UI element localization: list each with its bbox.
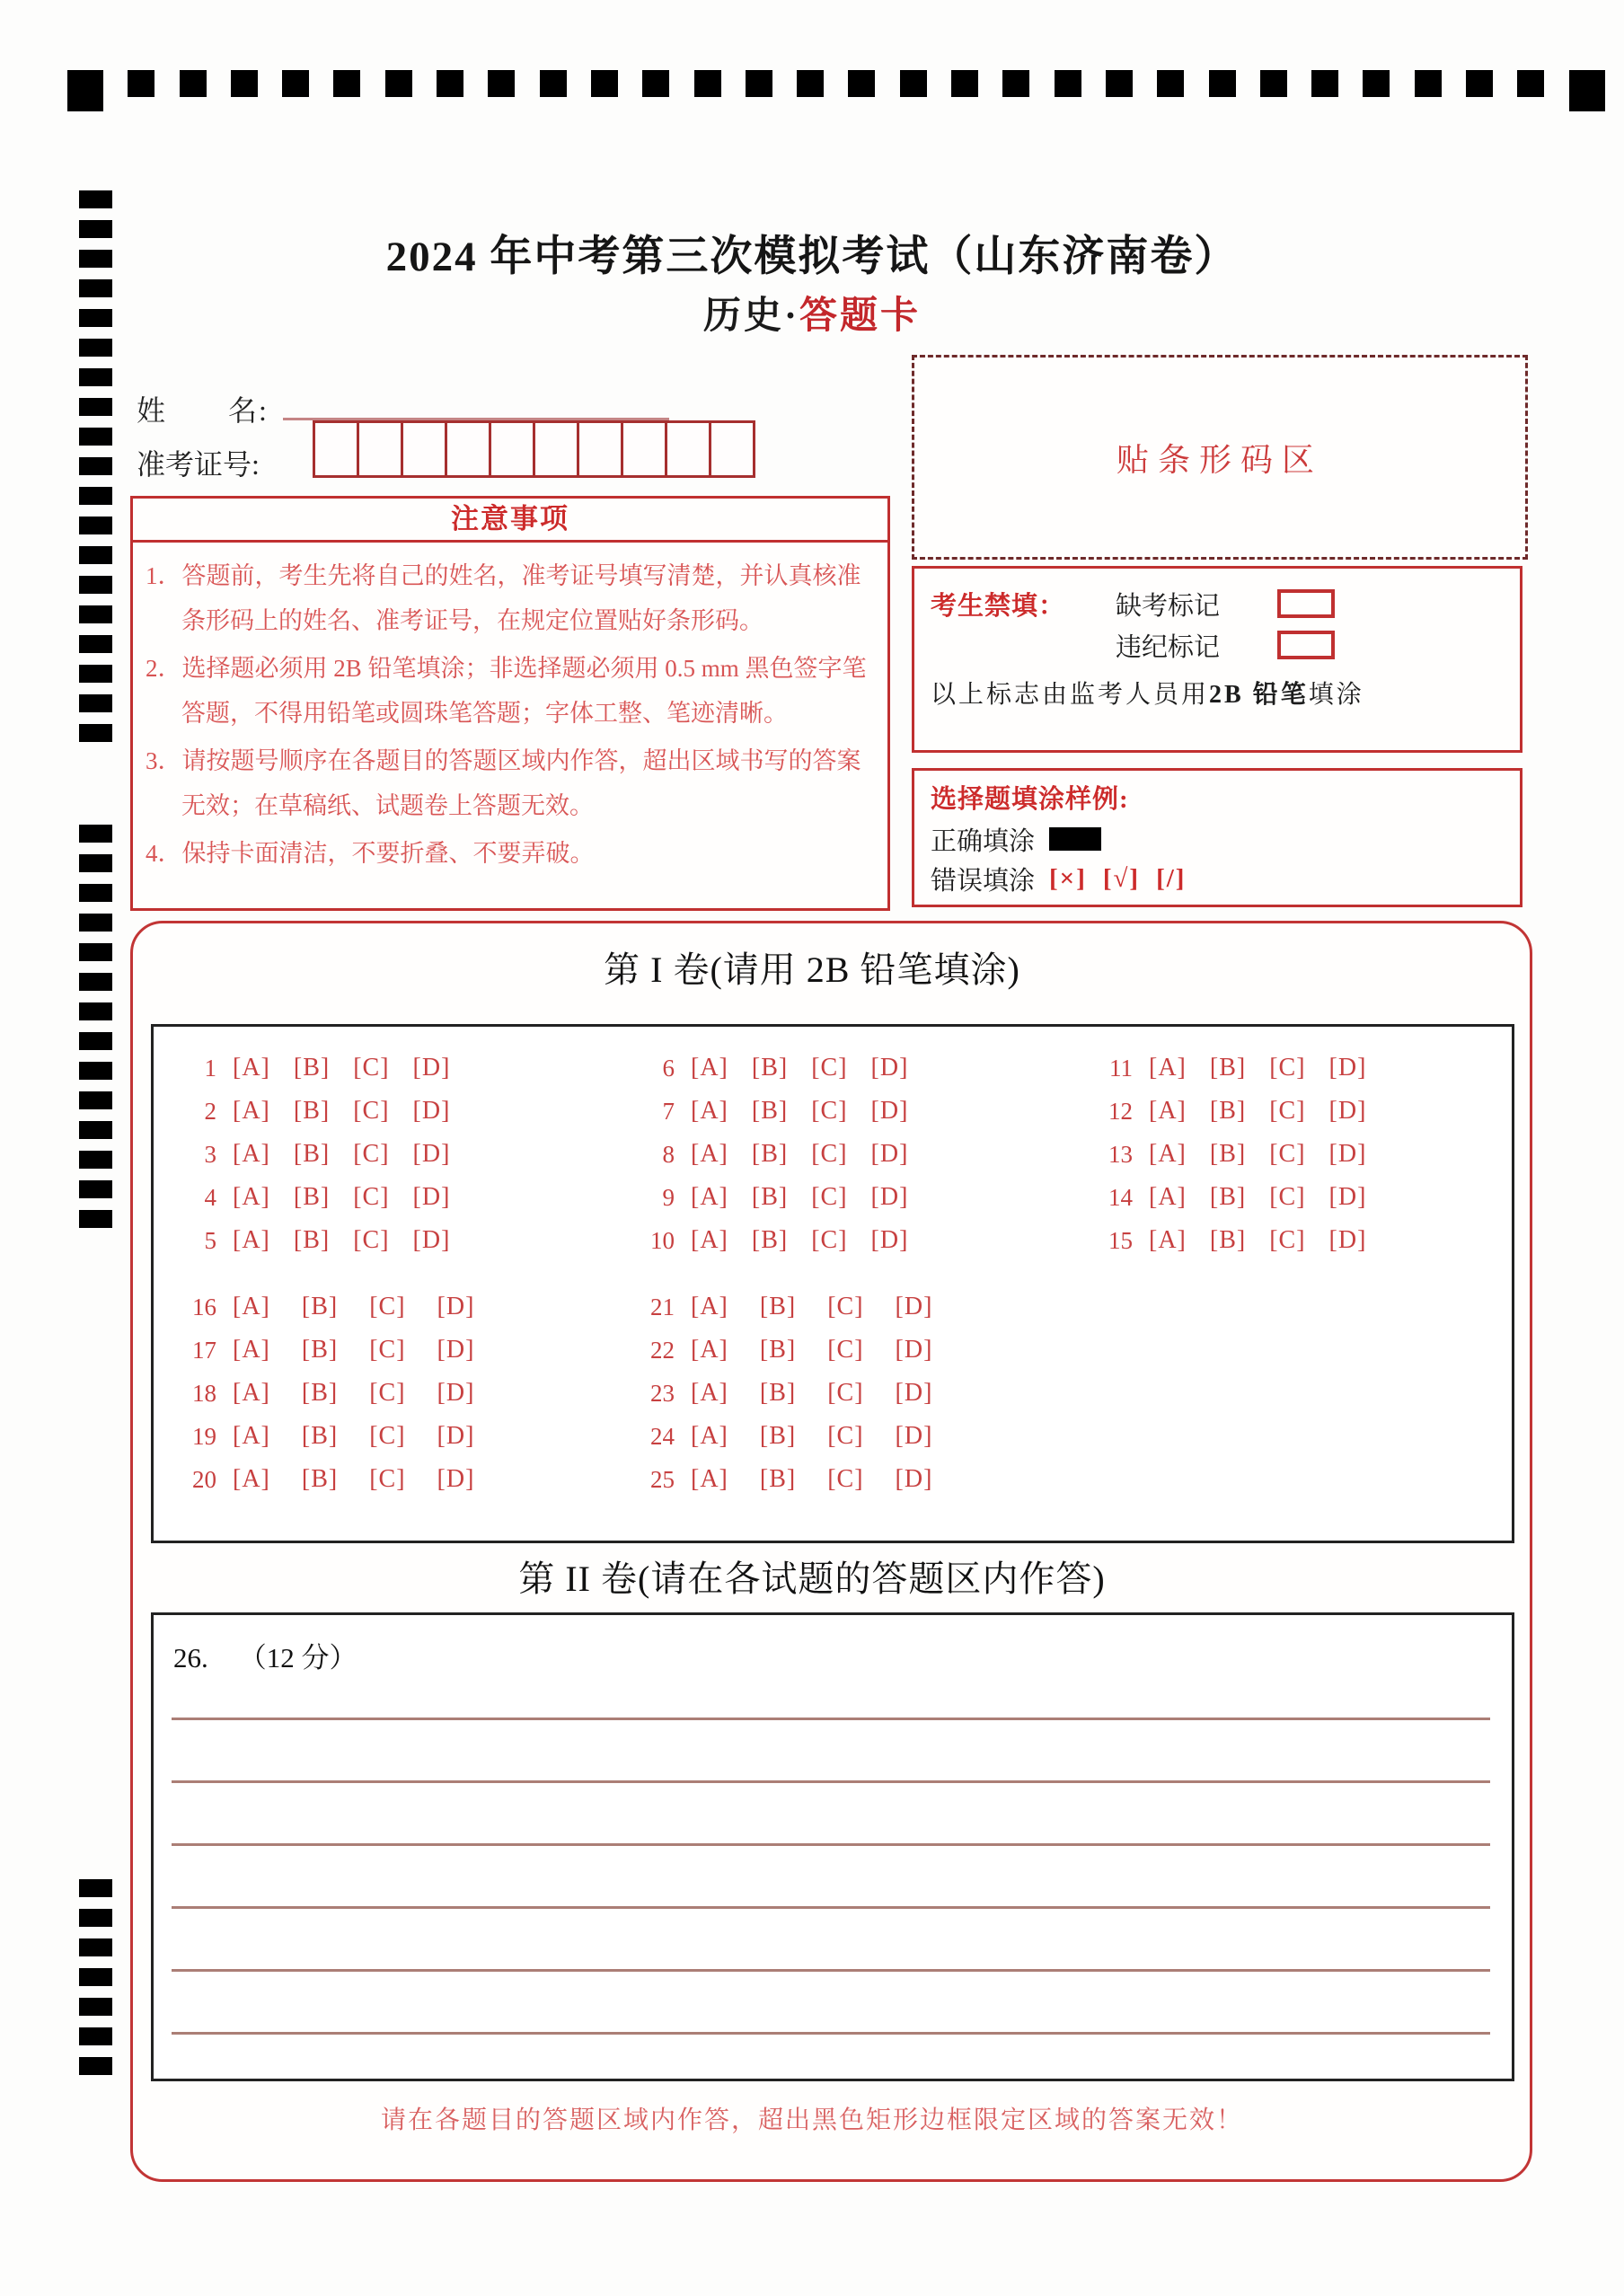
examinee-forbidden-box	[912, 566, 1522, 753]
timing-mark	[79, 398, 112, 416]
answer-row	[1090, 1219, 1512, 1262]
option-bubble-b[interactable]: [B]	[1209, 1097, 1247, 1125]
option-bubble-d[interactable]: [D]	[895, 1379, 933, 1407]
question-number: 2	[204, 1097, 216, 1125]
answer-row	[1090, 1176, 1512, 1219]
option-bubble-b[interactable]: [B]	[293, 1140, 331, 1168]
exam-id-cell[interactable]	[533, 420, 579, 478]
timing-mark	[797, 70, 824, 97]
option-bubble-c[interactable]: [C]	[811, 1226, 848, 1254]
option-bubble-b[interactable]: [B]	[1209, 1054, 1247, 1082]
option-bubble-b[interactable]: [B]	[293, 1226, 331, 1254]
forbidden-title: 考生禁填：	[931, 591, 1066, 621]
timing-mark	[1569, 70, 1605, 111]
timing-mark	[79, 635, 112, 653]
option-bubble-c[interactable]: [C]	[1269, 1054, 1306, 1082]
timing-mark	[1466, 70, 1493, 97]
option-bubble-b[interactable]: [B]	[301, 1293, 339, 1320]
answer-row	[631, 1285, 1054, 1329]
timing-mark	[79, 190, 112, 208]
exam-id-cell[interactable]	[665, 420, 711, 478]
question-number: 17	[192, 1336, 216, 1364]
subject-title	[0, 286, 1624, 340]
answer-row	[173, 1219, 596, 1262]
option-bubble-a[interactable]: [A]	[691, 1183, 728, 1211]
option-bubble-b[interactable]: [B]	[301, 1336, 339, 1364]
option-bubble-b[interactable]: [B]	[759, 1465, 797, 1493]
option-bubble-c[interactable]: [C]	[353, 1054, 390, 1082]
question-number: 12	[1108, 1097, 1133, 1125]
option-bubble-a[interactable]: [A]	[233, 1336, 270, 1364]
option-bubble-b[interactable]: [B]	[293, 1183, 331, 1211]
answer-line[interactable]	[172, 1972, 1490, 2035]
option-bubble-a[interactable]: [A]	[691, 1140, 728, 1168]
option-bubble-d[interactable]: [D]	[895, 1422, 933, 1450]
answer-row	[631, 1415, 1054, 1458]
timing-mark	[79, 1121, 112, 1139]
timing-mark	[282, 70, 309, 97]
timing-mark	[180, 70, 207, 97]
answer-row	[173, 1415, 596, 1458]
option-bubble-a[interactable]: [A]	[233, 1226, 270, 1254]
timing-mark	[79, 576, 112, 594]
timing-mark	[79, 368, 112, 386]
timing-mark	[79, 1032, 112, 1050]
section2-title: 第 II 卷(请在各试题的答题区内作答)	[518, 1559, 1106, 1599]
forbidden-note	[931, 675, 1520, 711]
left-timing-marks-group-2	[79, 825, 112, 1228]
timing-mark	[79, 884, 112, 902]
question-number: 14	[1108, 1183, 1133, 1211]
option-bubble-b[interactable]: [B]	[1209, 1183, 1247, 1211]
answer-row	[173, 1090, 596, 1133]
answer-row	[173, 1329, 596, 1372]
violation-mark-box[interactable]	[1277, 631, 1335, 659]
choice-column	[631, 1285, 1054, 1501]
question-number: 3	[204, 1140, 216, 1168]
question-number: 22	[650, 1336, 675, 1364]
option-bubble-c[interactable]: [C]	[353, 1226, 390, 1254]
forbidden-note-prefix: 以上标志由监考人员用	[931, 681, 1210, 709]
option-bubble-b[interactable]: [B]	[759, 1293, 797, 1320]
option-bubble-d[interactable]: [D]	[1328, 1054, 1367, 1082]
absent-mark-box[interactable]	[1277, 589, 1335, 618]
question-number: 1	[204, 1054, 216, 1082]
timing-mark	[848, 70, 875, 97]
notice-title: 注意事项	[133, 499, 887, 543]
question-number: 6	[662, 1054, 675, 1082]
option-bubble-d[interactable]: [D]	[895, 1465, 933, 1493]
option-bubble-a[interactable]: [A]	[691, 1293, 728, 1320]
timing-mark	[437, 70, 463, 97]
timing-mark	[79, 1909, 112, 1927]
timing-mark	[231, 70, 258, 97]
timing-mark	[79, 1210, 112, 1228]
option-bubble-d[interactable]: [D]	[437, 1379, 475, 1407]
timing-mark	[642, 70, 669, 97]
timing-mark	[1415, 70, 1442, 97]
correct-fill-label: 正确填涂	[931, 826, 1036, 856]
timing-mark	[1157, 70, 1184, 97]
answer-row	[173, 1133, 596, 1176]
timing-mark	[1260, 70, 1287, 97]
option-bubble-a[interactable]: [A]	[691, 1465, 728, 1493]
option-bubble-c[interactable]: [C]	[827, 1465, 864, 1493]
timing-mark	[79, 457, 112, 475]
answer-row	[173, 1176, 596, 1219]
choice-grid	[151, 1024, 1514, 1543]
question-number: 13	[1108, 1140, 1133, 1168]
timing-mark	[128, 70, 154, 97]
timing-mark	[385, 70, 412, 97]
notice-item: 2．选择题必须用 2B 铅笔填涂；非选择题必须用 0.5 mm 黑色签字笔答题，不得用铅笔或圆珠笔答题；字体工整、笔迹清晰。	[146, 655, 867, 727]
question-number: 10	[650, 1226, 675, 1254]
question-26-score: （12 分）	[238, 1642, 357, 1673]
question-number: 4	[204, 1183, 216, 1211]
timing-mark	[540, 70, 567, 97]
timing-mark	[79, 2027, 112, 2045]
option-bubble-c[interactable]: [C]	[811, 1054, 848, 1082]
option-bubble-b[interactable]: [B]	[301, 1379, 339, 1407]
question-number: 8	[662, 1140, 675, 1168]
timing-mark	[79, 487, 112, 505]
option-bubble-d[interactable]: [D]	[1328, 1140, 1367, 1168]
answer-row	[631, 1133, 1054, 1176]
option-bubble-d[interactable]: [D]	[870, 1183, 909, 1211]
exam-id-cell[interactable]	[489, 420, 535, 478]
option-bubble-d[interactable]: [D]	[870, 1140, 909, 1168]
answer-line[interactable]	[172, 1909, 1490, 1972]
option-bubble-d[interactable]: [D]	[895, 1336, 933, 1364]
answer-row	[1090, 1046, 1512, 1090]
notice-item: 3．请按题号顺序在各题目的答题区域内作答，超出区域书写的答案无效；在草稿纸、试题卷上答题无效。	[146, 747, 861, 819]
barcode-area-label: 贴条形码区	[1116, 441, 1323, 478]
left-timing-marks-group-3	[79, 1879, 112, 2075]
timing-mark	[79, 1998, 112, 2016]
forbidden-note-bold: 2B 铅笔	[1209, 681, 1309, 709]
answer-row	[631, 1046, 1054, 1090]
option-bubble-a[interactable]: [A]	[1149, 1097, 1187, 1125]
option-bubble-a[interactable]: [A]	[233, 1422, 270, 1450]
name-label: 姓 名:	[137, 394, 269, 427]
exam-id-cell[interactable]	[709, 420, 755, 478]
option-bubble-d[interactable]: [D]	[412, 1226, 451, 1254]
exam-id-cell[interactable]	[445, 420, 491, 478]
option-bubble-c[interactable]: [C]	[1269, 1140, 1306, 1168]
violation-mark-label: 违纪标记	[1116, 632, 1221, 662]
option-bubble-a[interactable]: [A]	[691, 1422, 728, 1450]
option-bubble-c[interactable]: [C]	[811, 1097, 848, 1125]
sample-title: 选择题填涂样例:	[931, 785, 1129, 814]
answer-line[interactable]	[172, 1846, 1490, 1909]
timing-mark	[79, 1151, 112, 1169]
question-number: 19	[192, 1422, 216, 1450]
wrong-mark-slash: [/]	[1156, 863, 1187, 893]
timing-mark	[79, 428, 112, 446]
option-bubble-c[interactable]: [C]	[1269, 1226, 1306, 1254]
timing-mark	[488, 70, 515, 97]
option-bubble-d[interactable]: [D]	[412, 1054, 451, 1082]
option-bubble-a[interactable]: [A]	[233, 1465, 270, 1493]
timing-mark	[333, 70, 360, 97]
section1-title: 第 I 卷(请用 2B 铅笔填涂)	[604, 949, 1020, 990]
option-bubble-b[interactable]: [B]	[751, 1140, 789, 1168]
option-bubble-b[interactable]: [B]	[751, 1097, 789, 1125]
footer-warning: 请在各题目的答题区域内作答，超出黑色矩形边框限定区域的答案无效！	[380, 2106, 1243, 2134]
correct-fill-example	[1049, 827, 1101, 851]
option-bubble-b[interactable]: [B]	[1209, 1226, 1247, 1254]
option-bubble-c[interactable]: [C]	[1269, 1183, 1306, 1211]
option-bubble-a[interactable]: [A]	[691, 1097, 728, 1125]
option-bubble-b[interactable]: [B]	[751, 1054, 789, 1082]
question-number: 25	[650, 1465, 675, 1493]
answer-row	[173, 1285, 596, 1329]
exam-id-cell[interactable]	[621, 420, 667, 478]
question-number: 7	[662, 1097, 675, 1125]
title-separator: ·	[783, 296, 799, 337]
option-bubble-c[interactable]: [C]	[353, 1097, 390, 1125]
timing-mark	[79, 724, 112, 742]
option-bubble-a[interactable]: [A]	[1149, 1226, 1187, 1254]
timing-mark	[79, 825, 112, 843]
timing-mark	[79, 339, 112, 357]
option-bubble-b[interactable]: [B]	[301, 1422, 339, 1450]
choice-column	[1090, 1046, 1512, 1262]
timing-mark	[79, 1968, 112, 1986]
option-bubble-b[interactable]: [B]	[293, 1097, 331, 1125]
timing-mark	[79, 1091, 112, 1109]
timing-mark	[79, 1879, 112, 1897]
option-bubble-a[interactable]: [A]	[233, 1140, 270, 1168]
option-bubble-d[interactable]: [D]	[1328, 1183, 1367, 1211]
option-bubble-d[interactable]: [D]	[437, 1293, 475, 1320]
answer-row	[1090, 1090, 1512, 1133]
option-bubble-c[interactable]: [C]	[827, 1293, 864, 1320]
subject-label: 历史	[702, 296, 784, 337]
option-bubble-c[interactable]: [C]	[369, 1379, 406, 1407]
option-bubble-a[interactable]: [A]	[233, 1379, 270, 1407]
timing-mark	[79, 1938, 112, 1956]
option-bubble-b[interactable]: [B]	[759, 1422, 797, 1450]
timing-mark	[79, 2057, 112, 2075]
answer-lines	[172, 1657, 1490, 2035]
wrong-mark-cross: [×]	[1049, 863, 1087, 893]
question-number: 16	[192, 1293, 216, 1320]
fill-sample-box	[912, 768, 1522, 907]
option-bubble-a[interactable]: [A]	[1149, 1183, 1187, 1211]
forbidden-note-suffix: 填涂	[1308, 681, 1364, 709]
option-bubble-d[interactable]: [D]	[412, 1097, 451, 1125]
option-bubble-a[interactable]: [A]	[233, 1097, 270, 1125]
option-bubble-d[interactable]: [D]	[412, 1183, 451, 1211]
timing-mark	[1363, 70, 1390, 97]
answer-line[interactable]	[172, 1657, 1490, 1720]
timing-mark	[79, 605, 112, 623]
option-bubble-b[interactable]: [B]	[751, 1226, 789, 1254]
option-bubble-a[interactable]: [A]	[691, 1336, 728, 1364]
question-number: 20	[192, 1465, 216, 1493]
question-26-answer-box	[151, 1612, 1514, 2081]
option-bubble-a[interactable]: [A]	[691, 1379, 728, 1407]
question-number: 5	[204, 1226, 216, 1254]
notice-box	[130, 496, 890, 911]
option-bubble-d[interactable]: [D]	[1328, 1097, 1367, 1125]
option-bubble-d[interactable]: [D]	[437, 1336, 475, 1364]
option-bubble-d[interactable]: [D]	[870, 1054, 909, 1082]
option-bubble-c[interactable]: [C]	[369, 1422, 406, 1450]
question-number: 11	[1109, 1054, 1133, 1082]
timing-mark	[79, 694, 112, 712]
answer-card-label: 答题卡	[799, 296, 922, 337]
answer-row	[1090, 1133, 1512, 1176]
answer-line[interactable]	[172, 1783, 1490, 1846]
question-number: 21	[650, 1293, 675, 1320]
option-bubble-c[interactable]: [C]	[369, 1465, 406, 1493]
answer-row	[173, 1046, 596, 1090]
option-bubble-b[interactable]: [B]	[751, 1183, 789, 1211]
option-bubble-c[interactable]: [C]	[369, 1336, 406, 1364]
timing-mark	[1311, 70, 1338, 97]
timing-mark	[1517, 70, 1544, 97]
name-input-line[interactable]	[283, 384, 669, 420]
answer-row	[631, 1176, 1054, 1219]
option-bubble-c[interactable]: [C]	[353, 1183, 390, 1211]
option-bubble-c[interactable]: [C]	[827, 1379, 864, 1407]
notice-item: 1．答题前，考生先将自己的姓名，准考证号填写清楚，并认真核准条形码上的姓名、准考证号，在规定位置贴好条形码。	[146, 562, 861, 634]
answer-row	[631, 1219, 1054, 1262]
timing-mark	[67, 70, 103, 111]
timing-mark	[1106, 70, 1133, 97]
answer-row	[631, 1329, 1054, 1372]
timing-mark	[79, 1002, 112, 1020]
exam-id-cell[interactable]	[357, 420, 403, 478]
wrong-mark-check: [√]	[1102, 863, 1141, 893]
option-bubble-c[interactable]: [C]	[827, 1336, 864, 1364]
option-bubble-d[interactable]: [D]	[437, 1422, 475, 1450]
timing-mark	[79, 517, 112, 534]
notice-items	[133, 543, 887, 876]
barcode-paste-area	[912, 355, 1528, 560]
timing-mark	[1002, 70, 1029, 97]
option-bubble-d[interactable]: [D]	[870, 1097, 909, 1125]
question-number: 9	[662, 1183, 675, 1211]
option-bubble-c[interactable]: [C]	[369, 1293, 406, 1320]
answer-row	[631, 1458, 1054, 1501]
option-bubble-a[interactable]: [A]	[691, 1054, 728, 1082]
option-bubble-c[interactable]: [C]	[827, 1422, 864, 1450]
answer-line[interactable]	[172, 1720, 1490, 1783]
answer-row	[631, 1372, 1054, 1415]
option-bubble-c[interactable]: [C]	[1269, 1097, 1306, 1125]
timing-mark	[951, 70, 978, 97]
option-bubble-d[interactable]: [D]	[870, 1226, 909, 1254]
option-bubble-b[interactable]: [B]	[1209, 1140, 1247, 1168]
timing-mark	[746, 70, 772, 97]
option-bubble-b[interactable]: [B]	[759, 1336, 797, 1364]
answer-row	[631, 1090, 1054, 1133]
timing-mark	[694, 70, 721, 97]
option-bubble-b[interactable]: [B]	[293, 1054, 331, 1082]
notice-item: 4．保持卡面清洁，不要折叠、不要弄破。	[146, 840, 595, 867]
timing-mark	[79, 914, 112, 932]
choice-column	[173, 1046, 596, 1262]
exam-id-label: 准考证号:	[137, 448, 260, 481]
option-bubble-a[interactable]: [A]	[233, 1183, 270, 1211]
option-bubble-b[interactable]: [B]	[759, 1379, 797, 1407]
option-bubble-a[interactable]: [A]	[1149, 1054, 1187, 1082]
timing-mark	[900, 70, 927, 97]
option-bubble-a[interactable]: [A]	[233, 1054, 270, 1082]
timing-mark	[79, 1180, 112, 1198]
option-bubble-c[interactable]: [C]	[811, 1140, 848, 1168]
option-bubble-d[interactable]: [D]	[412, 1140, 451, 1168]
option-bubble-d[interactable]: [D]	[437, 1465, 475, 1493]
timing-mark	[79, 546, 112, 564]
option-bubble-d[interactable]: [D]	[1328, 1226, 1367, 1254]
timing-mark	[1209, 70, 1236, 97]
timing-mark	[79, 1062, 112, 1080]
timing-mark	[79, 854, 112, 872]
choice-column	[173, 1285, 596, 1501]
option-bubble-d[interactable]: [D]	[895, 1293, 933, 1320]
option-bubble-a[interactable]: [A]	[1149, 1140, 1187, 1168]
top-timing-marks	[67, 70, 1605, 111]
choice-column	[631, 1046, 1054, 1262]
timing-mark	[591, 70, 618, 97]
answer-row	[173, 1372, 596, 1415]
timing-mark	[1055, 70, 1081, 97]
absent-mark-label: 缺考标记	[1116, 591, 1221, 621]
answer-row	[173, 1458, 596, 1501]
exam-id-cell[interactable]	[577, 420, 623, 478]
option-bubble-a[interactable]: [A]	[691, 1226, 728, 1254]
exam-title: 2024 年中考第三次模拟考试（山东济南卷）	[385, 234, 1239, 280]
question-number: 24	[650, 1422, 675, 1450]
option-bubble-a[interactable]: [A]	[233, 1293, 270, 1320]
question-number: 23	[650, 1379, 675, 1407]
option-bubble-c[interactable]: [C]	[811, 1183, 848, 1211]
option-bubble-b[interactable]: [B]	[301, 1465, 339, 1493]
exam-id-cell[interactable]	[401, 420, 447, 478]
wrong-fill-label: 错误填涂	[931, 866, 1036, 896]
exam-id-grid	[313, 420, 755, 478]
exam-id-cell[interactable]	[313, 420, 359, 478]
wrong-fill-examples	[1049, 864, 1202, 894]
timing-mark	[79, 665, 112, 683]
question-number: 18	[192, 1379, 216, 1407]
question-26-number: 26.	[173, 1642, 208, 1673]
question-number: 15	[1108, 1226, 1133, 1254]
option-bubble-c[interactable]: [C]	[353, 1140, 390, 1168]
